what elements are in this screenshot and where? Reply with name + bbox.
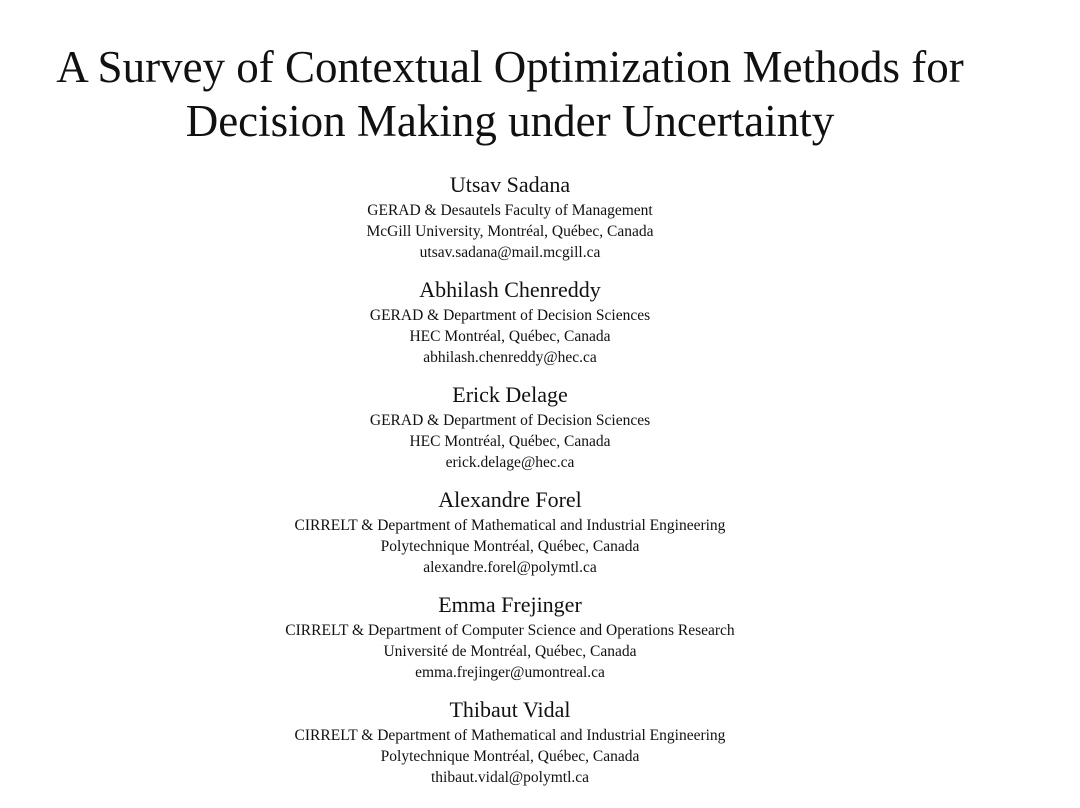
author-block [0, 275, 1020, 380]
author-name: Erick Delage [452, 382, 568, 407]
paper-title [0, 40, 1020, 148]
author-affiliation: CIRRELT & Department of Mathematical and Industrial Engineering [294, 727, 726, 744]
author-institution: HEC Montréal, Québec, Canada [409, 328, 611, 345]
author-name: Abhilash Chenreddy [419, 277, 601, 302]
paper-title-line-1: A Survey of Contextual Optimization Methods for [56, 42, 964, 92]
author-email: utsav.sadana@mail.mcgill.ca [419, 244, 601, 261]
author-affiliation: CIRRELT & Department of Mathematical and Industrial Engineering [294, 517, 726, 534]
paper-title-line-2: Decision Making under Uncertainty [185, 96, 835, 146]
author-block [0, 380, 1020, 485]
author-list [0, 170, 1020, 800]
author-name: Utsav Sadana [449, 172, 571, 197]
author-name: Alexandre Forel [438, 487, 582, 512]
author-email: alexandre.forel@polymtl.ca [423, 559, 597, 576]
author-affiliation: GERAD & Department of Decision Sciences [369, 412, 651, 429]
author-email: erick.delage@hec.ca [445, 454, 575, 471]
author-email: emma.frejinger@umontreal.ca [415, 664, 605, 681]
author-block [0, 485, 1020, 590]
author-name: Thibaut Vidal [449, 697, 571, 722]
author-affiliation: CIRRELT & Department of Computer Science and Operations Research [285, 622, 735, 639]
author-institution: Polytechnique Montréal, Québec, Canada [380, 748, 640, 765]
author-affiliation: GERAD & Desautels Faculty of Management [367, 202, 653, 219]
author-name: Emma Frejinger [438, 592, 582, 617]
author-institution: HEC Montréal, Québec, Canada [409, 433, 611, 450]
author-block [0, 170, 1020, 275]
author-institution: Polytechnique Montréal, Québec, Canada [380, 538, 640, 555]
author-email: abhilash.chenreddy@hec.ca [423, 349, 597, 366]
author-block [0, 590, 1020, 695]
author-block [0, 695, 1020, 800]
author-institution: McGill University, Montréal, Québec, Canada [366, 223, 654, 240]
author-email: thibaut.vidal@polymtl.ca [430, 769, 590, 786]
author-affiliation: GERAD & Department of Decision Sciences [369, 307, 651, 324]
author-institution: Université de Montréal, Québec, Canada [383, 643, 637, 660]
